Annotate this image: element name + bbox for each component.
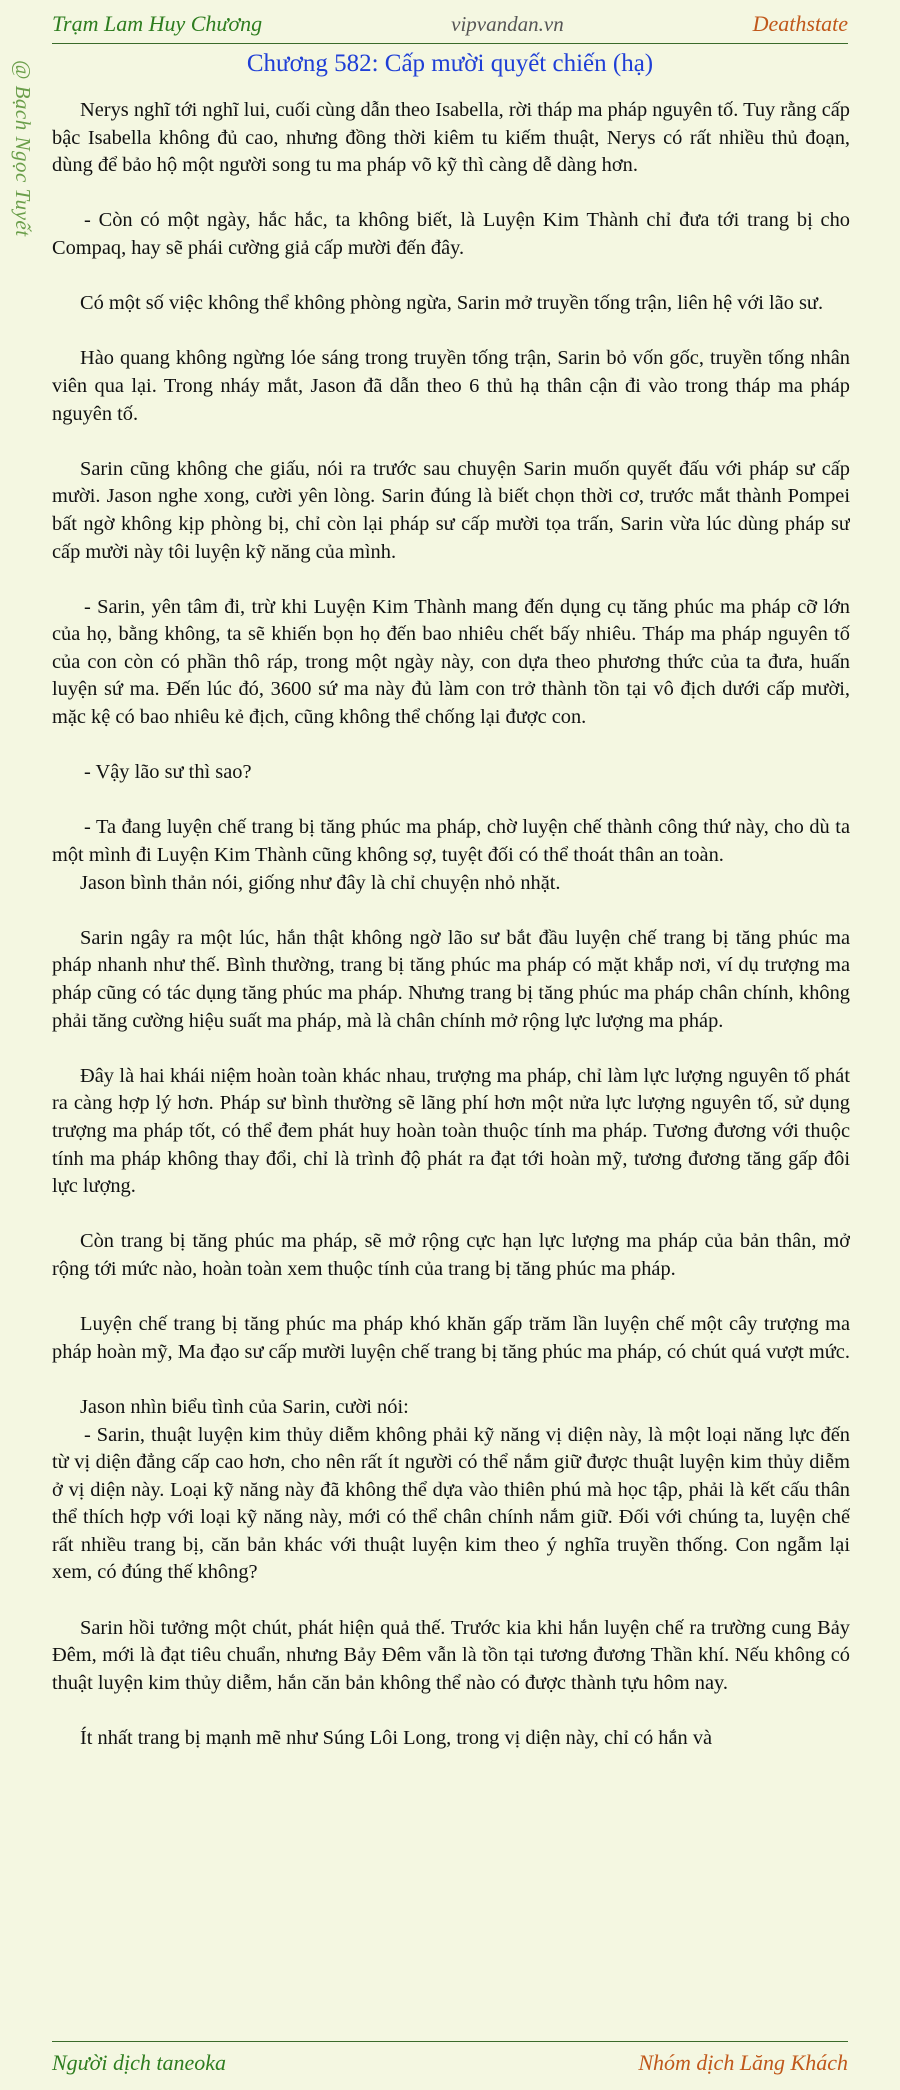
- footer-translator: Người dịch taneoka: [52, 2050, 227, 2075]
- paragraph: - Sarin, yên tâm đi, trừ khi Luyện Kim Thành mang đến dụng cụ tăng phúc ma pháp cỡ lớn của họ, bằng không, ta sẽ khiến bọn họ đến bao nhiêu chết bấy nhiêu. Tháp ma pháp nguyên tố của con còn có phần thô ráp, trong một ngày này, con dựa theo phương thức của ta đưa, huấn luyện sứ ma. Đến lúc đó, 3600 sứ ma này đủ làm con trở thành tồn tại vô địch dưới cấp mười, mặc kệ có bao nhiêu kẻ địch, cũng không thể chống lại được con.: [52, 595, 850, 729]
- chapter-body: [52, 97, 850, 2032]
- page-header: [52, 6, 848, 42]
- paragraph: Có một số việc không thể không phòng ngừa, Sarin mở truyền tống trận, liên hệ với lão sư.: [80, 292, 824, 315]
- footer-divider: [52, 2041, 848, 2042]
- paragraph: - Còn có một ngày, hắc hắc, ta không biết, là Luyện Kim Thành chỉ đưa tới trang bị cho Compaq, hay sẽ phái cường giả cấp mười đến đây.: [52, 209, 850, 259]
- paragraph: Luyện chế trang bị tăng phúc ma pháp khó khăn gấp trăm lần luyện chế một cây trượng ma pháp hoàn mỹ, Ma đạo sư cấp mười luyện chế trang bị tăng phúc ma pháp, có chút quá vượt mức.: [52, 1313, 850, 1363]
- paragraph: - Sarin, thuật luyện kim thủy diễm không phải kỹ năng vị diện này, là một loại năng lực đến từ vị diện đẳng cấp cao hơn, cho nên rất ít người có thể nắm giữ được thuật luyện kim thủy diễm ở vị diện này. Loại kỹ năng này đã không thể dựa vào thiên phú mà học tập, phải là kết cấu thân thể thích hợp với loại kỹ năng này, mới có thể chân chính nắm giữ. Đối với chúng ta, luyện chế rất nhiều trang bị, căn bản khác với thuật luyện kim theo ý nghĩa truyền thống. Con ngẫm lại xem, có đúng thế không?: [52, 1423, 850, 1584]
- chapter-title: Chương 582: Cấp mười quyết chiến (hạ): [246, 50, 654, 77]
- paragraph: Đây là hai khái niệm hoàn toàn khác nhau, trượng ma pháp, chỉ làm lực lượng nguyên tố phát ra càng hợp lý hơn. Pháp sư bình thường sẽ lãng phí hơn một nửa lực lượng nguyên tố, sử dụng trượng ma pháp tốt, có thể đem phát huy hoàn toàn thuộc tính ma pháp. Tương đương với thuộc tính ma pháp không thay đổi, chỉ là trình độ phát ra đạt tới hoàn mỹ, tương đương tăng gấp đôi lực lượng.: [52, 1064, 850, 1198]
- paragraph: Sarin hồi tưởng một chút, phát hiện quả thế. Trước kia khi hắn luyện chế ra trường cung Bảy Đêm, mới là đạt tiêu chuẩn, nhưng Bảy Đêm vẫn là tồn tại tương đương Thần khí. Nếu không có thuật luyện kim thủy diễm, hắn căn bản không thể nào có được thành tựu hôm nay.: [52, 1616, 850, 1694]
- side-watermark: @ Bạch Ngọc Tuyết: [11, 60, 35, 237]
- paragraph: Còn trang bị tăng phúc ma pháp, sẽ mở rộng cực hạn lực lượng ma pháp của bản thân, mở rộng tới mức nào, hoàn toàn xem thuộc tính của trang bị tăng phúc ma pháp.: [52, 1230, 850, 1280]
- paragraph: Jason nhìn biểu tình của Sarin, cười nói:: [80, 1395, 409, 1418]
- page-footer: [52, 2046, 848, 2080]
- paragraph: Nerys nghĩ tới nghĩ lui, cuối cùng dẫn theo Isabella, rời tháp ma pháp nguyên tố. Tuy rằng cấp bậc Isabella không đủ cao, nhưng đồng thời kiêm tu kiếm thuật, Nerys có rất nhiều thủ đoạn, dùng để bảo hộ một người song tu ma pháp võ kỹ thì càng dễ dàng hơn.: [52, 99, 850, 177]
- paragraph: Sarin cũng không che giấu, nói ra trước sau chuyện Sarin muốn quyết đấu với pháp sư cấp mười. Jason nghe xong, cười yên lòng. Sarin đúng là biết chọn thời cơ, trước mắt thành Pompei bất ngờ không kịp phòng bị, chỉ còn lại pháp sư cấp mười tọa trấn, Sarin vừa lúc dùng pháp sư cấp mười này tôi luyện kỹ năng của mình.: [52, 457, 850, 563]
- paragraph: - Ta đang luyện chế trang bị tăng phúc ma pháp, chờ luyện chế thành công thứ này, cho dù ta một mình đi Luyện Kim Thành cũng không sợ, tuyệt đối có thể thoát thân an toàn.: [52, 816, 850, 867]
- header-site-name: Trạm Lam Huy Chương: [52, 11, 263, 36]
- paragraph: - Vậy lão sư thì sao?: [84, 761, 252, 784]
- header-url: vipvandan.vn: [451, 11, 564, 36]
- paragraph: Hào quang không ngừng lóe sáng trong truyền tống trận, Sarin bỏ vốn gốc, truyền tống nhân viên qua lại. Trong nháy mắt, Jason đã dẫn theo 6 thủ hạ thân cận đi vào trong tháp ma pháp nguyên tố.: [52, 347, 850, 425]
- footer-group: Nhóm dịch Lăng Khách: [638, 2050, 848, 2075]
- paragraph: Jason bình thản nói, giống như đây là chỉ chuyện nhỏ nhặt.: [80, 871, 561, 894]
- paragraph: Ít nhất trang bị mạnh mẽ như Súng Lôi Long, trong vị diện này, chỉ có hắn và: [80, 1727, 713, 1750]
- paragraph: Sarin ngây ra một lúc, hắn thật không ngờ lão sư bắt đầu luyện chế trang bị tăng phúc ma pháp nhanh như thế. Bình thường, trang bị tăng phúc ma pháp có mặt khắp nơi, ví dụ trượng ma pháp cũng có tác dụng tăng phúc ma pháp. Nhưng trang bị tăng phúc ma pháp chân chính, không phải tăng cường hiệu suất ma pháp, mà là chân chính mở rộng lực lượng ma pháp.: [52, 926, 850, 1032]
- header-divider: [52, 43, 848, 44]
- header-author: Deathstate: [752, 11, 848, 36]
